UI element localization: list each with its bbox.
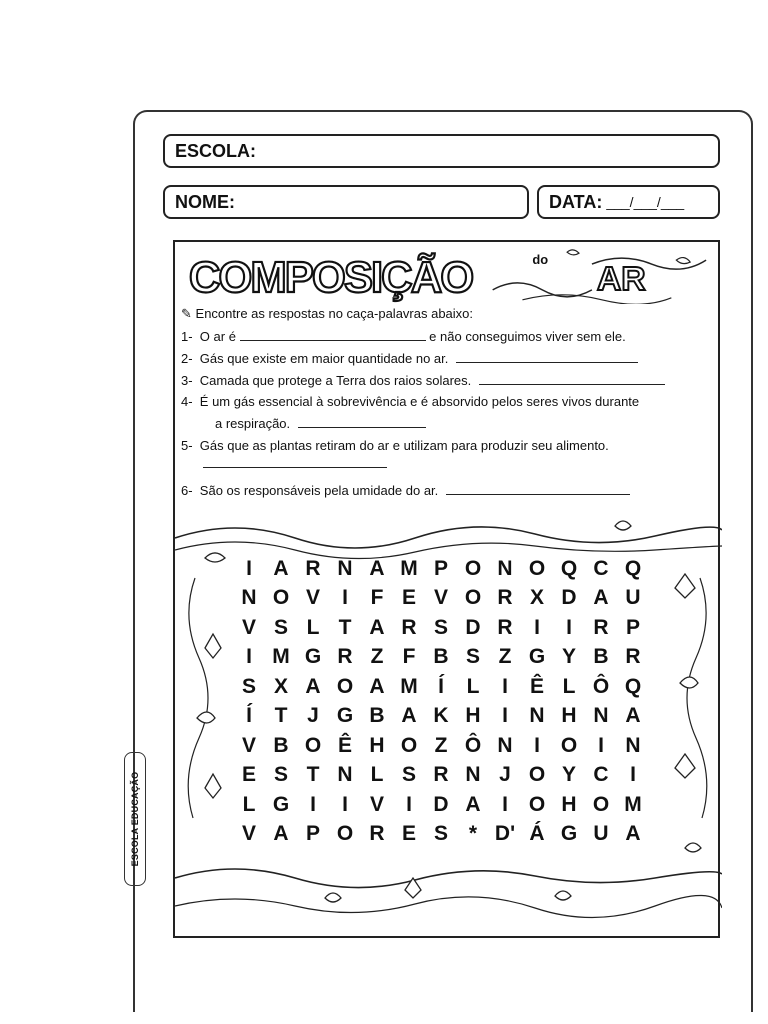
grid-letter[interactable]: I xyxy=(598,733,604,757)
grid-row xyxy=(233,672,649,702)
grid-letter[interactable]: G xyxy=(528,645,546,669)
grid-letter[interactable]: C xyxy=(593,556,609,580)
answer-line[interactable] xyxy=(240,340,426,341)
question-text: O ar é xyxy=(199,329,236,344)
grid-letter[interactable]: H xyxy=(369,733,385,757)
grid-letter[interactable]: P xyxy=(305,822,320,846)
question-text: Camada que protege a Terra dos raios solares. xyxy=(199,373,472,388)
leaf-icon xyxy=(197,712,215,723)
answer-line[interactable] xyxy=(456,362,638,363)
grid-letter[interactable]: A xyxy=(305,674,321,698)
leaf-icon xyxy=(675,754,695,778)
grid-letter[interactable]: L xyxy=(466,674,480,698)
question-4-cont xyxy=(215,416,426,431)
grid-letter[interactable]: A xyxy=(273,556,289,580)
grid-letter[interactable]: D' xyxy=(494,822,516,846)
grid-letter[interactable]: I xyxy=(406,792,412,816)
grid-letter[interactable]: T xyxy=(274,704,288,728)
grid-letter[interactable]: I xyxy=(502,674,508,698)
grid-row xyxy=(233,702,649,732)
grid-letter[interactable]: B xyxy=(593,645,609,669)
question-text: São os responsáveis pela umidade do ar. xyxy=(199,483,439,498)
answer-line[interactable] xyxy=(446,494,630,495)
grid-letter[interactable]: Z xyxy=(434,733,448,757)
grid-letter[interactable]: N xyxy=(497,733,513,757)
leaf-icon xyxy=(325,893,341,902)
grid-letter[interactable]: O xyxy=(464,556,482,580)
leaf-icon xyxy=(205,774,221,798)
escola-field[interactable] xyxy=(163,134,720,168)
grid-letter[interactable]: S xyxy=(465,645,480,669)
grid-letter[interactable]: Q xyxy=(624,674,642,698)
grid-letter[interactable]: M xyxy=(624,792,642,816)
answer-line[interactable] xyxy=(203,467,387,468)
grid-letter[interactable]: Z xyxy=(498,645,512,669)
grid-letter[interactable]: G xyxy=(304,645,322,669)
leaf-icon xyxy=(676,258,690,264)
grid-letter[interactable]: V xyxy=(241,733,256,757)
grid-letter[interactable]: Ô xyxy=(464,733,482,757)
grid-letter[interactable]: S xyxy=(241,674,256,698)
grid-letter[interactable]: * xyxy=(468,822,478,846)
grid-letter[interactable]: I xyxy=(630,763,636,787)
grid-row xyxy=(233,790,649,820)
question-6 xyxy=(181,483,630,498)
grid-letter[interactable]: O xyxy=(336,822,354,846)
grid-letter[interactable]: O xyxy=(528,792,546,816)
grid-letter[interactable]: V xyxy=(433,586,448,610)
grid-letter[interactable]: R xyxy=(369,822,385,846)
grid-row xyxy=(233,643,649,673)
question-number: 5- xyxy=(181,438,193,453)
question-number: 1- xyxy=(181,329,193,344)
answer-line[interactable] xyxy=(298,427,426,428)
grid-letter[interactable]: V xyxy=(241,615,256,639)
grid-letter[interactable]: R xyxy=(497,586,513,610)
grid-letter[interactable]: T xyxy=(338,615,352,639)
data-label: DATA: xyxy=(549,191,603,212)
pencil-icon: ✎ xyxy=(181,306,192,321)
grid-row xyxy=(233,613,649,643)
leaf-icon xyxy=(405,878,421,898)
grid-letter[interactable]: D xyxy=(465,615,481,639)
data-field[interactable] xyxy=(537,185,720,219)
grid-letter[interactable]: G xyxy=(272,792,290,816)
word-search-grid xyxy=(233,554,649,849)
grid-letter[interactable]: R xyxy=(401,615,417,639)
grid-letter[interactable]: A xyxy=(369,556,385,580)
grid-letter[interactable]: S xyxy=(433,615,448,639)
grid-letter[interactable]: I xyxy=(566,615,572,639)
grid-letter[interactable]: O xyxy=(528,763,546,787)
grid-letter[interactable]: I xyxy=(246,645,252,669)
grid-letter[interactable]: O xyxy=(272,586,290,610)
grid-letter[interactable]: B xyxy=(433,645,449,669)
grid-letter[interactable]: Y xyxy=(561,645,576,669)
grid-letter[interactable]: N xyxy=(625,733,641,757)
grid-letter[interactable]: E xyxy=(241,763,256,787)
grid-letter[interactable]: O xyxy=(400,733,418,757)
side-brand-text: ESCOLA EDUCAÇÃO xyxy=(130,771,140,867)
grid-letter[interactable]: G xyxy=(560,822,578,846)
grid-letter[interactable]: O xyxy=(336,674,354,698)
grid-letter[interactable]: H xyxy=(465,704,481,728)
leaf-icon xyxy=(205,634,221,658)
grid-letter[interactable]: D xyxy=(433,792,449,816)
grid-letter[interactable]: O xyxy=(528,556,546,580)
escola-label: ESCOLA: xyxy=(175,140,256,161)
grid-letter[interactable]: R xyxy=(497,615,513,639)
grid-letter[interactable]: Ê xyxy=(337,733,352,757)
grid-letter[interactable]: J xyxy=(499,763,511,787)
grid-row xyxy=(233,761,649,791)
leaf-icon xyxy=(555,891,571,900)
grid-letter[interactable]: L xyxy=(370,763,384,787)
grid-letter[interactable]: B xyxy=(273,733,289,757)
question-text: a respiração. xyxy=(215,416,291,431)
question-text: e não conseguimos viver sem ele. xyxy=(429,329,626,344)
grid-letter[interactable]: O xyxy=(304,733,322,757)
grid-letter[interactable]: A xyxy=(625,822,641,846)
grid-letter[interactable]: Ô xyxy=(592,674,610,698)
grid-letter[interactable]: I xyxy=(310,792,316,816)
grid-letter[interactable]: A xyxy=(369,615,385,639)
grid-letter[interactable]: C xyxy=(593,763,609,787)
grid-row xyxy=(233,584,649,614)
grid-letter[interactable]: A xyxy=(593,586,609,610)
grid-letter[interactable]: N xyxy=(593,704,609,728)
grid-letter[interactable]: B xyxy=(369,704,385,728)
grid-letter[interactable]: V xyxy=(305,586,320,610)
grid-letter[interactable]: L xyxy=(306,615,320,639)
grid-letter[interactable]: I xyxy=(534,733,540,757)
grid-letter[interactable]: Í xyxy=(246,704,252,728)
activity-box xyxy=(173,240,720,938)
grid-letter[interactable]: A xyxy=(625,704,641,728)
grid-letter[interactable]: A xyxy=(465,792,481,816)
grid-letter[interactable]: E xyxy=(401,586,416,610)
leaf-icon xyxy=(567,250,579,255)
side-brand-label xyxy=(124,752,146,886)
grid-letter[interactable]: M xyxy=(400,674,418,698)
grid-letter[interactable]: N xyxy=(465,763,481,787)
grid-letter[interactable]: I xyxy=(246,556,252,580)
grid-letter[interactable]: S xyxy=(433,822,448,846)
data-blank: ___/___/___ xyxy=(606,194,685,210)
instruction-text: Encontre as respostas no caça-palavras abaixo: xyxy=(195,306,474,321)
grid-letter[interactable]: L xyxy=(562,674,576,698)
grid-letter[interactable]: V xyxy=(369,792,384,816)
grid-letter[interactable]: X xyxy=(273,674,288,698)
grid-letter[interactable]: H xyxy=(561,792,577,816)
grid-letter[interactable]: I xyxy=(502,704,508,728)
title-do: do xyxy=(532,252,549,268)
grid-letter[interactable]: Y xyxy=(561,763,576,787)
grid-letter[interactable]: P xyxy=(433,556,448,580)
leaf-icon xyxy=(205,553,225,562)
grid-letter[interactable]: N xyxy=(337,556,353,580)
grid-letter[interactable]: N xyxy=(529,704,545,728)
question-number: 6- xyxy=(181,483,193,498)
grid-letter[interactable]: V xyxy=(241,822,256,846)
leaf-icon xyxy=(615,521,631,530)
grid-letter[interactable]: X xyxy=(529,586,544,610)
grid-letter[interactable]: E xyxy=(401,822,416,846)
question-5-answer xyxy=(203,456,387,471)
grid-letter[interactable]: I xyxy=(342,586,348,610)
grid-letter[interactable]: I xyxy=(342,792,348,816)
title-composicao: COMPOSIÇÃO xyxy=(188,252,473,302)
grid-letter[interactable]: N xyxy=(241,586,257,610)
grid-letter[interactable]: R xyxy=(337,645,353,669)
grid-letter[interactable]: S xyxy=(273,615,288,639)
grid-letter[interactable]: I xyxy=(502,792,508,816)
grid-letter[interactable]: O xyxy=(560,733,578,757)
grid-letter[interactable]: R xyxy=(433,763,449,787)
grid-letter[interactable]: R xyxy=(593,615,609,639)
leaf-icon xyxy=(680,677,698,688)
grid-row xyxy=(233,731,649,761)
grid-row xyxy=(233,820,649,850)
leaf-icon xyxy=(685,843,701,852)
grid-letter[interactable]: U xyxy=(625,586,641,610)
question-number: 4- xyxy=(181,394,193,409)
grid-letter[interactable]: Q xyxy=(560,556,578,580)
question-text: É um gás essencial à sobrevivência e é absorvido pelos seres vivos durante xyxy=(199,394,640,409)
grid-row xyxy=(233,554,649,584)
grid-letter[interactable]: Í xyxy=(438,674,444,698)
grid-letter[interactable]: K xyxy=(433,704,449,728)
grid-letter[interactable]: Ê xyxy=(529,674,544,698)
question-5 xyxy=(181,438,609,453)
question-1 xyxy=(181,329,626,344)
question-number: 3- xyxy=(181,373,193,388)
grid-letter[interactable]: F xyxy=(370,586,384,610)
grid-letter[interactable]: H xyxy=(561,704,577,728)
grid-letter[interactable]: Á xyxy=(529,822,545,846)
grid-letter[interactable]: U xyxy=(593,822,609,846)
title-ar: AR xyxy=(596,259,646,298)
nome-field[interactable] xyxy=(163,185,529,219)
grid-letter[interactable]: N xyxy=(337,763,353,787)
grid-letter[interactable]: I xyxy=(534,615,540,639)
question-3 xyxy=(181,373,665,388)
title-banner xyxy=(175,242,718,304)
grid-letter[interactable]: L xyxy=(242,792,256,816)
grid-letter[interactable]: Z xyxy=(370,645,384,669)
question-text: Gás que existe em maior quantidade no ar. xyxy=(199,351,449,366)
leaf-icon xyxy=(675,574,695,598)
question-number: 2- xyxy=(181,351,193,366)
grid-letter[interactable]: A xyxy=(369,674,385,698)
grid-letter[interactable]: A xyxy=(273,822,289,846)
grid-letter[interactable]: T xyxy=(306,763,320,787)
grid-letter[interactable]: O xyxy=(464,586,482,610)
grid-letter[interactable]: D xyxy=(561,586,577,610)
grid-letter[interactable]: Q xyxy=(624,556,642,580)
grid-letter[interactable]: P xyxy=(625,615,640,639)
grid-letter[interactable]: S xyxy=(273,763,288,787)
grid-letter[interactable]: F xyxy=(402,645,416,669)
grid-letter[interactable]: S xyxy=(401,763,416,787)
question-2 xyxy=(181,351,638,366)
grid-letter[interactable]: R xyxy=(625,645,641,669)
nome-label: NOME: xyxy=(175,191,235,212)
grid-letter[interactable]: R xyxy=(305,556,321,580)
grid-letter[interactable]: M xyxy=(272,645,290,669)
instruction xyxy=(181,306,473,322)
question-text: Gás que as plantas retiram do ar e utilizam para produzir seu alimento. xyxy=(199,438,609,453)
answer-line[interactable] xyxy=(479,384,665,385)
grid-letter[interactable]: J xyxy=(307,704,319,728)
grid-letter[interactable]: M xyxy=(400,556,418,580)
grid-letter[interactable]: G xyxy=(336,704,354,728)
grid-letter[interactable]: O xyxy=(592,792,610,816)
question-4 xyxy=(181,394,639,409)
grid-letter[interactable]: N xyxy=(497,556,513,580)
grid-letter[interactable]: A xyxy=(401,704,417,728)
